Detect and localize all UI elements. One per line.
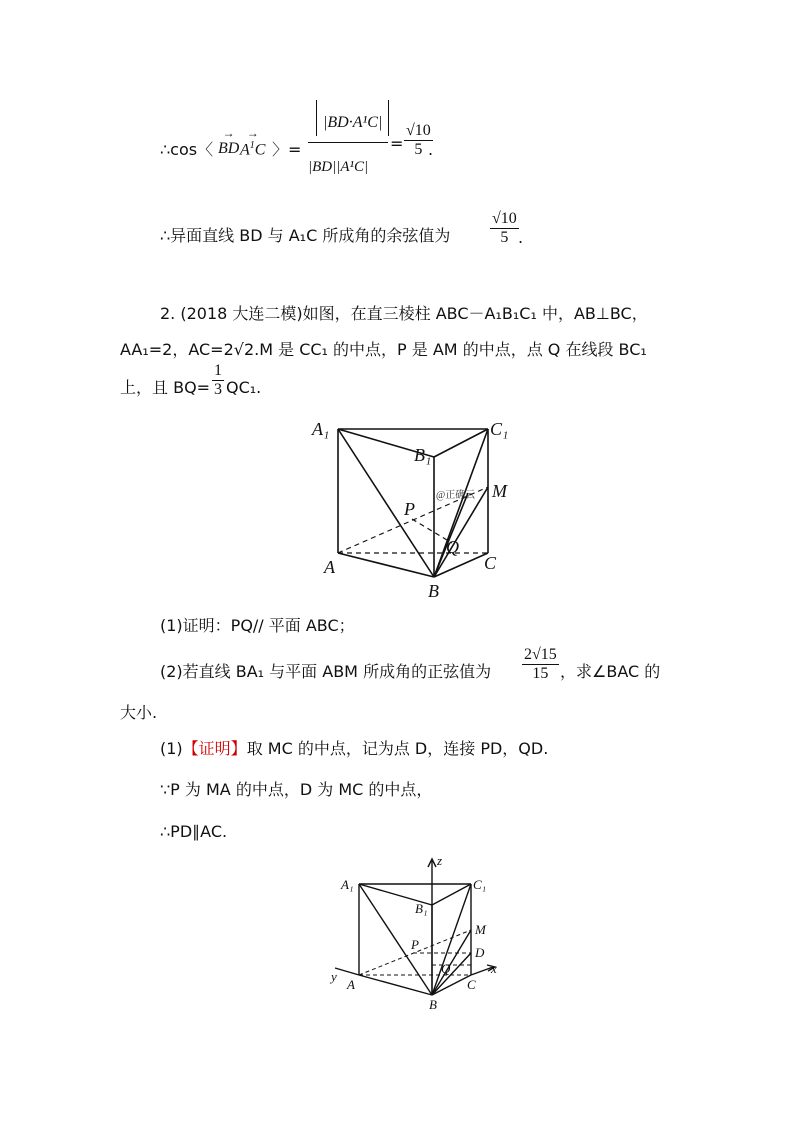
prism-figure-2: [325, 855, 510, 1015]
vector-bd: → BD: [218, 140, 239, 158]
equals-sign: =: [390, 134, 404, 153]
answer-line: [160, 210, 560, 260]
axis-label-x: x: [491, 961, 497, 976]
period: .: [428, 140, 434, 159]
solution-step-3: ∴PD∥AC.: [160, 822, 228, 841]
sine-value: 2√15 15: [524, 646, 557, 682]
label-d: D: [475, 945, 485, 960]
label-a: A: [324, 557, 335, 577]
axis-label-y: y: [331, 969, 337, 984]
label-c1: C₁: [473, 877, 487, 892]
answer-text: ∴异面直线 BD 与 A₁C 所成角的余弦值为: [160, 226, 451, 245]
cos-close: 〉=: [272, 140, 302, 159]
solution-step-1: (1)【证明】取 MC 的中点，记为点 D，连接 PD，QD.: [160, 739, 549, 758]
fraction-numerator: |BD·A¹C|: [316, 100, 389, 136]
label-c: C: [484, 553, 497, 573]
proof-tag: 【证明】: [182, 739, 247, 758]
label-c: C: [467, 977, 476, 992]
label-q: Q: [441, 961, 451, 976]
problem-line-2: AA₁=2，AC=2√2.M 是 CC₁ 的中点，P 是 AM 的中点，点 Q 在线段 BC₁: [120, 340, 647, 359]
cos-prefix: ∴cos〈: [160, 140, 214, 159]
solution-step-2: ∵P 为 MA 的中点，D 为 MC 的中点，: [160, 780, 433, 799]
label-b1: B₁: [415, 901, 428, 916]
question-part-2-line-2: 大小.: [120, 703, 158, 722]
prism-figure-1: [300, 415, 520, 605]
label-b1: B₁: [414, 445, 432, 465]
label-p: P: [411, 937, 419, 952]
cos-value: √10 5: [406, 122, 431, 158]
watermark: @正确云: [436, 490, 476, 501]
period: .: [518, 228, 524, 247]
label-b: B: [429, 997, 437, 1012]
label-m: M: [492, 481, 507, 501]
question-part-2: (2)若直线 BA₁ 与平面 ABM 所成角的正弦值为 2√15 15 ，求∠BAC 的: [160, 646, 661, 682]
label-b: B: [428, 581, 439, 601]
answer-value: √10 5: [492, 210, 517, 246]
cos-formula-line: [160, 100, 460, 190]
label-a1: A₁: [341, 877, 354, 892]
label-m: M: [475, 922, 486, 937]
label-c1: C₁: [490, 419, 509, 439]
fraction-denominator: |BD||A¹C|: [308, 159, 369, 175]
axis-label-z: z: [437, 855, 443, 868]
label-q: Q: [446, 537, 459, 557]
label-a: A: [347, 977, 355, 992]
label-a1: A₁: [312, 419, 330, 439]
fraction-one-third: 1 3: [214, 362, 222, 398]
vector-a1c: → $A^1C$: [240, 140, 265, 159]
cos-fraction: [308, 100, 389, 176]
problem-line-3: 上，且 BQ= 1 3 QC₁.: [120, 362, 262, 398]
problem-line-1: 2. (2018 大连二模)如图，在直三棱柱 ABC－A₁B₁C₁ 中，AB⊥BC，: [160, 304, 648, 323]
label-p: P: [404, 499, 415, 519]
question-part-1: (1)证明：PQ// 平面 ABC；: [160, 616, 355, 635]
